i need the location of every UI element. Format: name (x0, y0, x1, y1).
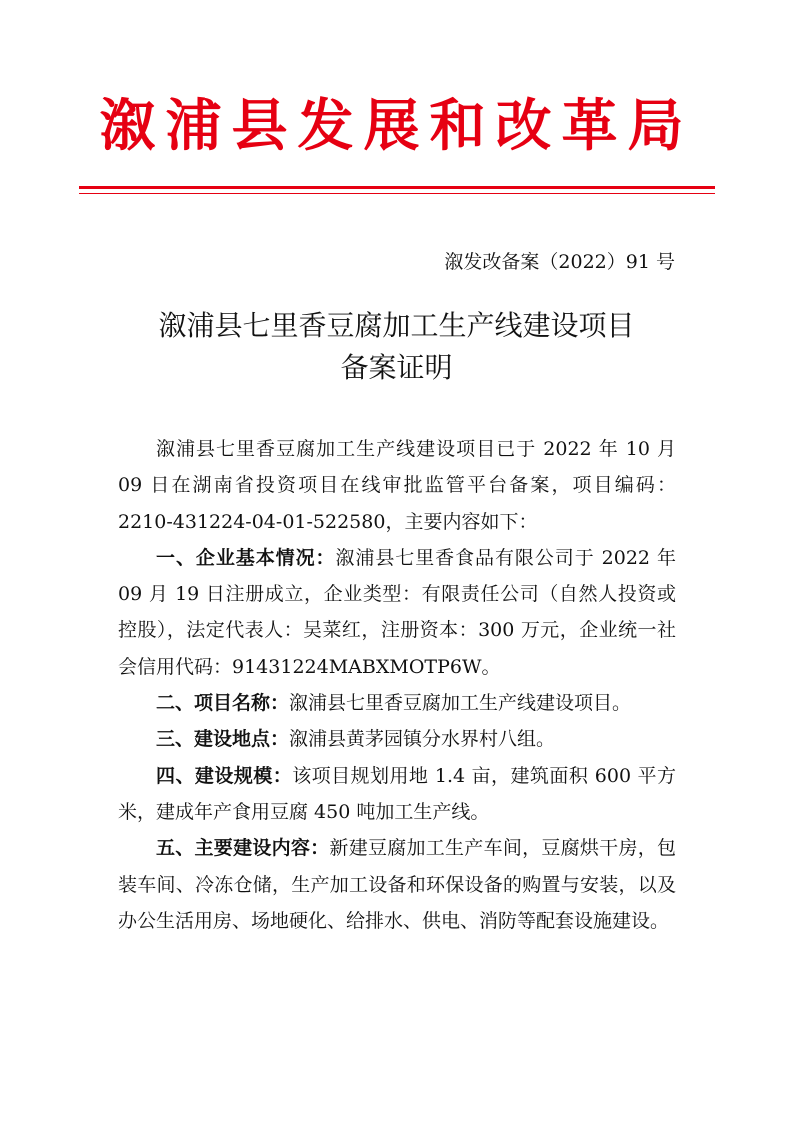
document-number: 溆发改备案（2022）91 号 (444, 251, 675, 273)
masthead-divider-thin (79, 193, 715, 194)
section-heading: 一、企业基本情况： (156, 546, 336, 569)
section-location (118, 721, 676, 757)
section-text: 溆浦县七里香食品有限公司于 2022 年 09 月 19 日注册成立，企业类型：有限责任公司（自然人投资或控股），法定代表人：吴菜红，注册资本：300 万元，企业统一社会信用代码：91431224MABXMOTP6W。 (118, 546, 676, 678)
masthead-org-name: 溆浦县发展和改革局 (99, 94, 694, 159)
document-body (118, 431, 676, 939)
section-project-name (118, 685, 676, 721)
section-enterprise-info (118, 540, 676, 685)
section-heading: 五、主要建设内容： (156, 837, 330, 860)
section-text: 新建豆腐加工生产车间，豆腐烘干房，包装车间、冷冻仓储，生产加工设备和环保设备的购置与安装，以及办公生活用房、场地硬化、给排水、供电、消防等配套设施建设。 (118, 837, 676, 932)
section-heading: 四、建设规模： (156, 764, 293, 787)
section-text: 该项目规划用地 1.4 亩，建筑面积 600 平方米，建成年产食用豆腐 450 吨加工生产线。 (118, 764, 676, 823)
section-heading: 二、项目名称： (156, 692, 290, 715)
section-construction-content (118, 830, 676, 939)
section-text: 溆浦县七里香豆腐加工生产线建设项目。 (289, 692, 632, 715)
document-title-line-1: 溆浦县七里香豆腐加工生产线建设项目 (158, 309, 635, 342)
section-heading: 三、建设地点： (156, 728, 290, 751)
section-text: 溆浦县黄茅园镇分水界村八组。 (289, 728, 556, 751)
section-scale (118, 758, 676, 831)
masthead-divider-thick (79, 186, 715, 189)
intro-paragraph: 溆浦县七里香豆腐加工生产线建设项目已于 2022 年 10 月 09 日在湖南省投资项目在线审批监管平台备案，项目编码：2210-431224-04-01-522580，主要内容如下： (118, 438, 676, 533)
document-title-line-2: 备案证明 (340, 351, 453, 384)
